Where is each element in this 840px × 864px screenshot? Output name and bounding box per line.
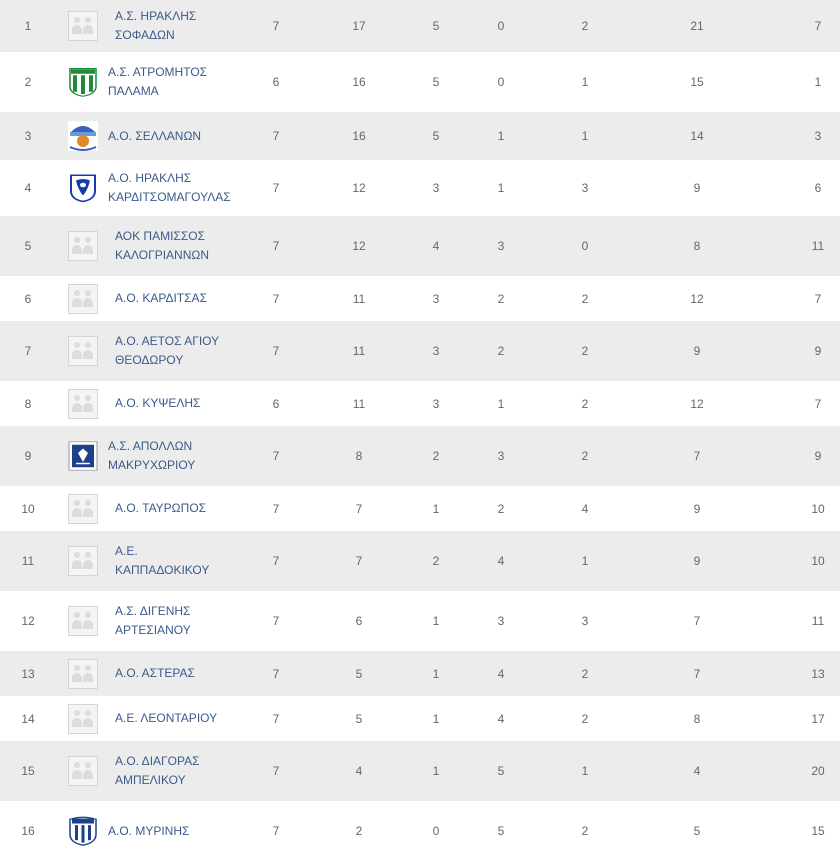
goals-against-cell: 9 xyxy=(814,449,822,463)
draws-cell: 0 xyxy=(497,19,505,33)
position-cell: 14 xyxy=(21,711,35,726)
team-logo xyxy=(68,486,100,531)
team-logo xyxy=(68,112,100,160)
goals-against-cell: 3 xyxy=(814,129,822,143)
wins-cell: 1 xyxy=(432,501,440,516)
table-row xyxy=(0,381,840,426)
wins-cell: 1 xyxy=(432,764,440,778)
team-name-link[interactable]: ΑΟΚ ΠΑΜΙΣΣΟΣ ΚΑΛΟΓΡΙΑΝΝΩΝ xyxy=(115,229,210,262)
points-cell: 5 xyxy=(355,711,363,726)
position-cell: 4 xyxy=(24,181,32,195)
draws-cell: 4 xyxy=(497,666,505,681)
games-played-cell: 7 xyxy=(272,614,280,628)
team-name-link[interactable]: Α.Σ. ΔΙΓΕΝΗΣ ΑΡΤΕΣΙΑΝΟΥ xyxy=(115,604,191,637)
draws-cell: 3 xyxy=(497,239,505,253)
losses-cell: 3 xyxy=(581,614,589,628)
table-row xyxy=(0,0,840,52)
goals-against-cell: 10 xyxy=(811,554,825,568)
team-name-link[interactable]: Α.Ο. ΗΡΑΚΛΗΣ ΚΑΡΔΙΤΣΟΜΑΓΟΥΛΑΣ xyxy=(108,171,231,204)
generic-team-placeholder-icon xyxy=(68,756,98,786)
goals-against-cell: 13 xyxy=(811,666,825,681)
table-row xyxy=(0,160,840,216)
games-played-cell: 7 xyxy=(272,764,280,778)
team-name-link[interactable]: Α.Ο. ΑΕΤΟΣ ΑΓΙΟΥ ΘΕΟΔΩΡΟΥ xyxy=(115,334,219,367)
generic-team-placeholder-icon xyxy=(68,336,98,366)
points-cell: 16 xyxy=(352,75,366,89)
losses-cell: 3 xyxy=(581,181,589,195)
team-logo xyxy=(68,801,100,861)
position-cell: 15 xyxy=(21,764,35,778)
goals-against-cell: 20 xyxy=(811,764,825,778)
games-played-cell: 7 xyxy=(272,181,280,195)
sellanon-crest-icon xyxy=(68,121,98,151)
goals-for-cell: 15 xyxy=(690,75,704,89)
losses-cell: 1 xyxy=(581,75,589,89)
generic-team-placeholder-icon xyxy=(68,284,98,314)
position-cell: 9 xyxy=(24,449,32,463)
games-played-cell: 7 xyxy=(272,449,280,463)
team-name-link[interactable]: Α.Ο. ΜΥΡΙΝΗΣ xyxy=(108,823,190,838)
table-row xyxy=(0,321,840,381)
points-cell: 12 xyxy=(352,239,366,253)
wins-cell: 1 xyxy=(432,711,440,726)
draws-cell: 2 xyxy=(497,291,505,306)
wins-cell: 1 xyxy=(432,666,440,681)
generic-team-placeholder-icon xyxy=(68,11,98,41)
points-cell: 12 xyxy=(352,181,366,195)
losses-cell: 2 xyxy=(581,291,589,306)
team-logo xyxy=(68,741,100,801)
losses-cell: 4 xyxy=(581,501,589,516)
team-logo xyxy=(68,321,100,381)
team-logo xyxy=(68,216,100,276)
wins-cell: 1 xyxy=(432,614,440,628)
position-cell: 3 xyxy=(24,129,32,143)
draws-cell: 4 xyxy=(497,711,505,726)
losses-cell: 2 xyxy=(581,344,589,358)
position-cell: 1 xyxy=(24,19,32,33)
draws-cell: 5 xyxy=(497,764,505,778)
goals-against-cell: 11 xyxy=(811,614,825,628)
goals-for-cell: 12 xyxy=(690,396,704,411)
wins-cell: 2 xyxy=(432,449,440,463)
goals-for-cell: 9 xyxy=(693,181,701,195)
losses-cell: 1 xyxy=(581,554,589,568)
goals-against-cell: 11 xyxy=(811,239,825,253)
draws-cell: 3 xyxy=(497,614,505,628)
points-cell: 4 xyxy=(355,764,363,778)
table-row xyxy=(0,276,840,321)
wins-cell: 5 xyxy=(432,129,440,143)
myrinis-crest-icon xyxy=(68,816,98,846)
losses-cell: 2 xyxy=(581,824,589,838)
team-name-link[interactable]: Α.Ε. ΚΑΠΠΑΔΟΚΙΚΟΥ xyxy=(115,544,210,577)
generic-team-placeholder-icon xyxy=(68,659,98,689)
goals-for-cell: 8 xyxy=(693,239,701,253)
draws-cell: 5 xyxy=(497,824,505,838)
losses-cell: 2 xyxy=(581,711,589,726)
position-cell: 16 xyxy=(21,824,35,838)
team-logo xyxy=(68,531,100,591)
draws-cell: 0 xyxy=(497,75,505,89)
position-cell: 6 xyxy=(24,291,32,306)
team-logo xyxy=(68,160,100,216)
points-cell: 7 xyxy=(355,501,363,516)
draws-cell: 1 xyxy=(497,396,505,411)
table-row xyxy=(0,216,840,276)
goals-for-cell: 4 xyxy=(693,764,701,778)
games-played-cell: 6 xyxy=(272,396,280,411)
games-played-cell: 6 xyxy=(272,75,280,89)
losses-cell: 2 xyxy=(581,666,589,681)
goals-for-cell: 21 xyxy=(690,19,704,33)
draws-cell: 1 xyxy=(497,129,505,143)
goals-for-cell: 7 xyxy=(693,449,701,463)
goals-against-cell: 17 xyxy=(811,711,825,726)
position-cell: 2 xyxy=(24,75,32,89)
team-logo xyxy=(68,591,100,651)
losses-cell: 0 xyxy=(581,239,589,253)
goals-for-cell: 9 xyxy=(693,344,701,358)
table-row xyxy=(0,741,840,801)
points-cell: 16 xyxy=(352,129,366,143)
losses-cell: 1 xyxy=(581,764,589,778)
table-row xyxy=(0,426,840,486)
points-cell: 7 xyxy=(355,554,363,568)
goals-for-cell: 5 xyxy=(693,824,701,838)
goals-against-cell: 15 xyxy=(811,824,825,838)
position-cell: 10 xyxy=(21,501,35,516)
table-row xyxy=(0,801,840,861)
team-logo xyxy=(68,696,100,741)
games-played-cell: 7 xyxy=(272,291,280,306)
wins-cell: 4 xyxy=(432,239,440,253)
team-logo xyxy=(68,0,100,52)
goals-for-cell: 8 xyxy=(693,711,701,726)
wins-cell: 3 xyxy=(432,181,440,195)
points-cell: 11 xyxy=(352,396,366,411)
goals-for-cell: 7 xyxy=(693,666,701,681)
draws-cell: 2 xyxy=(497,501,505,516)
goals-against-cell: 7 xyxy=(814,291,822,306)
team-name-link[interactable]: Α.Ο. ΣΕΛΛΑΝΩΝ xyxy=(108,128,202,143)
points-cell: 5 xyxy=(355,666,363,681)
goals-against-cell: 7 xyxy=(814,396,822,411)
losses-cell: 2 xyxy=(581,396,589,411)
atromitos-crest-icon xyxy=(68,67,98,97)
games-played-cell: 7 xyxy=(272,666,280,681)
table-row xyxy=(0,531,840,591)
draws-cell: 4 xyxy=(497,554,505,568)
generic-team-placeholder-icon xyxy=(68,606,98,636)
team-name-link[interactable]: Α.Ο. ΑΣΤΕΡΑΣ xyxy=(115,666,195,680)
wins-cell: 3 xyxy=(432,396,440,411)
points-cell: 8 xyxy=(355,449,363,463)
goals-for-cell: 7 xyxy=(693,614,701,628)
team-logo xyxy=(68,426,100,486)
table-row xyxy=(0,696,840,741)
goals-against-cell: 10 xyxy=(811,501,825,516)
team-name-link[interactable]: Α.Ο. ΤΑΥΡΩΠΟΣ xyxy=(115,501,207,515)
goals-against-cell: 1 xyxy=(814,75,822,89)
goals-for-cell: 9 xyxy=(693,554,701,568)
goals-for-cell: 9 xyxy=(693,501,701,516)
losses-cell: 2 xyxy=(581,19,589,33)
games-played-cell: 7 xyxy=(272,824,280,838)
wins-cell: 5 xyxy=(432,75,440,89)
team-name-link[interactable]: Α.Ο. ΔΙΑΓΟΡΑΣ ΑΜΠΕΛΙΚΟΥ xyxy=(115,754,200,787)
losses-cell: 2 xyxy=(581,449,589,463)
table-row xyxy=(0,112,840,160)
generic-team-placeholder-icon xyxy=(68,546,98,576)
iraklis-karditsomagoulas-crest-icon xyxy=(68,173,98,203)
games-played-cell: 7 xyxy=(272,554,280,568)
wins-cell: 2 xyxy=(432,554,440,568)
team-name-link[interactable]: Α.Σ. ΑΤΡΟΜΗΤΟΣ ΠΑΛΑΜΑ xyxy=(108,65,208,98)
wins-cell: 3 xyxy=(432,344,440,358)
wins-cell: 5 xyxy=(432,19,440,33)
goals-against-cell: 7 xyxy=(814,19,822,33)
points-cell: 11 xyxy=(352,344,366,358)
generic-team-placeholder-icon xyxy=(68,494,98,524)
goals-against-cell: 9 xyxy=(814,344,822,358)
team-name-link[interactable]: Α.Σ. ΗΡΑΚΛΗΣ ΣΟΦΑΔΩΝ xyxy=(115,9,197,42)
games-played-cell: 7 xyxy=(272,239,280,253)
draws-cell: 3 xyxy=(497,449,505,463)
position-cell: 13 xyxy=(21,666,35,681)
table-row xyxy=(0,651,840,696)
team-name-link[interactable]: Α.Ο. ΚΥΨΕΛΗΣ xyxy=(115,396,201,410)
losses-cell: 1 xyxy=(581,129,589,143)
position-cell: 12 xyxy=(21,614,35,628)
team-logo xyxy=(68,381,100,426)
games-played-cell: 7 xyxy=(272,344,280,358)
apollon-makrychoriou-crest-icon xyxy=(68,441,98,471)
goals-for-cell: 14 xyxy=(690,129,704,143)
table-row xyxy=(0,52,840,112)
points-cell: 11 xyxy=(352,291,366,306)
draws-cell: 2 xyxy=(497,344,505,358)
games-played-cell: 7 xyxy=(272,711,280,726)
games-played-cell: 7 xyxy=(272,19,280,33)
table-row xyxy=(0,591,840,651)
team-name-link[interactable]: Α.Σ. ΑΠΟΛΛΩΝ ΜΑΚΡΥΧΩΡΙΟΥ xyxy=(108,439,196,472)
wins-cell: 0 xyxy=(432,824,440,838)
position-cell: 8 xyxy=(24,396,32,411)
table-row xyxy=(0,486,840,531)
team-logo xyxy=(68,651,100,696)
games-played-cell: 7 xyxy=(272,501,280,516)
points-cell: 17 xyxy=(352,19,366,33)
generic-team-placeholder-icon xyxy=(68,704,98,734)
position-cell: 7 xyxy=(24,344,32,358)
team-name-link[interactable]: Α.Ο. ΚΑΡΔΙΤΣΑΣ xyxy=(115,291,207,305)
team-logo xyxy=(68,52,100,112)
goals-for-cell: 12 xyxy=(690,291,704,306)
team-name-link[interactable]: Α.Ε. ΛΕΟΝΤΑΡΙΟΥ xyxy=(115,711,218,725)
games-played-cell: 7 xyxy=(272,129,280,143)
points-cell: 2 xyxy=(355,824,363,838)
generic-team-placeholder-icon xyxy=(68,231,98,261)
points-cell: 6 xyxy=(355,614,363,628)
wins-cell: 3 xyxy=(432,291,440,306)
draws-cell: 1 xyxy=(497,181,505,195)
team-logo xyxy=(68,276,100,321)
generic-team-placeholder-icon xyxy=(68,389,98,419)
position-cell: 5 xyxy=(24,239,32,253)
goals-against-cell: 6 xyxy=(814,181,822,195)
position-cell: 11 xyxy=(21,554,35,568)
